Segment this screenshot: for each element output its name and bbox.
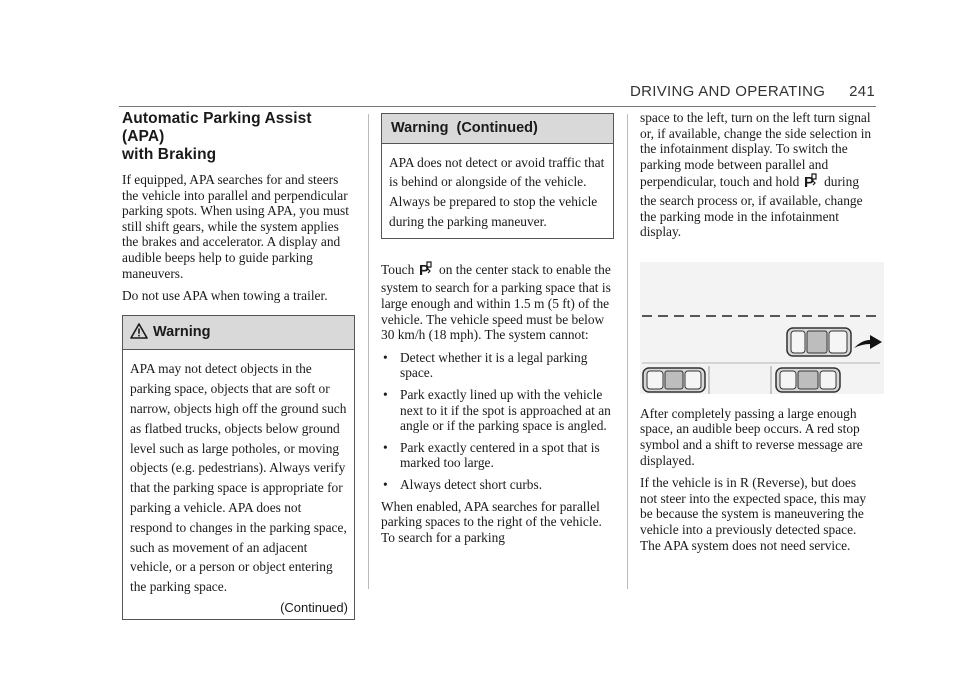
park-assist-icon	[419, 260, 434, 281]
warning-title: Warning	[153, 324, 211, 341]
warning-text-continued: APA does not detect or avoid traffic that is behind or alongside of the vehicle. Always be prepared to stop the vehicle during the parking maneuver.	[389, 154, 605, 229]
page-number: 241	[849, 83, 875, 100]
warning-header-continued	[382, 114, 613, 144]
warning-continued-title: Warning (Continued)	[391, 120, 538, 136]
list-item: • Always detect short curbs.	[383, 476, 543, 492]
trailer-note: Do not use APA when towing a trailer.	[122, 288, 328, 304]
intro-paragraph: If equipped, APA searches for and steers the vehicle into parallel and perpendicular parking spots. When using APA, you must still shift gears, while the system applies the brakes and accelerator. A display and audible beeps help to guide parking maneuvers.	[122, 172, 349, 281]
svg-text:P: P	[803, 174, 814, 190]
list-item: • Park exactly lined up with the vehicle next to it if the spot is approached at an angle or if the parking space is angled.	[383, 386, 611, 434]
warning-header	[123, 316, 354, 351]
column-divider-1	[368, 114, 369, 589]
warning-box-continued	[381, 113, 614, 239]
parking-diagram-svg	[640, 262, 884, 394]
touch-paragraph: Touch P on the center stack to enable the system to search for a parking space that is large enough and within 1.5 m (5 ft) of the vehicle. The vehicle speed must be below 30 km/h (18 mph). The system cannot:	[381, 261, 611, 343]
svg-text:P: P	[418, 261, 429, 277]
warning-text: APA may not detect objects in the parking space, objects that are soft or narrow, objects high off the ground such as flatbed trucks, objects below ground level such as large potholes, or moving objects (e.g. pedestrians). Always verify that the parking space is appropriate for parking a vehicle. APA does not respond to changes in the parking space, such as movement of an adjacent vehicle, or a person or object entering the parking space.	[130, 361, 347, 595]
section-title: Automatic Parking Assist (APA) with Braking	[122, 110, 312, 163]
list-item: • Park exactly centered in a spot that is marked too large.	[383, 439, 600, 471]
reverse-note-paragraph: If the vehicle is in R (Reverse), but does not steer into the expected space, this may be because the system is maneuvering the vehicle into a previously detected space. The APA system does not need service.	[640, 475, 867, 553]
header-divider	[119, 106, 876, 107]
parked-vehicle-left-icon	[643, 368, 705, 392]
column-2	[381, 113, 614, 552]
left-search-paragraph: space to the left, turn on the left turn signal or, if available, change the side selection in the infotainment display. To switch the parking mode between parallel and perpendicular, touch and hold P during the search process or, if available, change the parking mode in the infotainment display.	[640, 110, 872, 240]
header-section-title: DRIVING AND OPERATING 241	[630, 83, 875, 100]
parking-illustration	[640, 262, 884, 394]
parked-vehicle-right-icon	[776, 368, 840, 392]
warning-box	[122, 315, 355, 620]
column-1	[122, 110, 355, 620]
continued-label: (Continued)	[280, 599, 348, 615]
warning-triangle-icon	[130, 323, 148, 344]
parallel-search-paragraph: When enabled, APA searches for parallel parking spaces to the right of the vehicle. To search for a parking	[381, 498, 602, 545]
park-assist-icon	[804, 172, 819, 193]
after-passing-paragraph: After completely passing a large enough space, an audible beep occurs. A red stop symbol and a shift to reverse message are displayed.	[640, 405, 863, 468]
column-3	[640, 110, 875, 560]
moving-vehicle-icon	[787, 328, 851, 356]
column-divider-2	[627, 114, 628, 589]
list-item: • Detect whether it is a legal parking space.	[383, 349, 588, 381]
